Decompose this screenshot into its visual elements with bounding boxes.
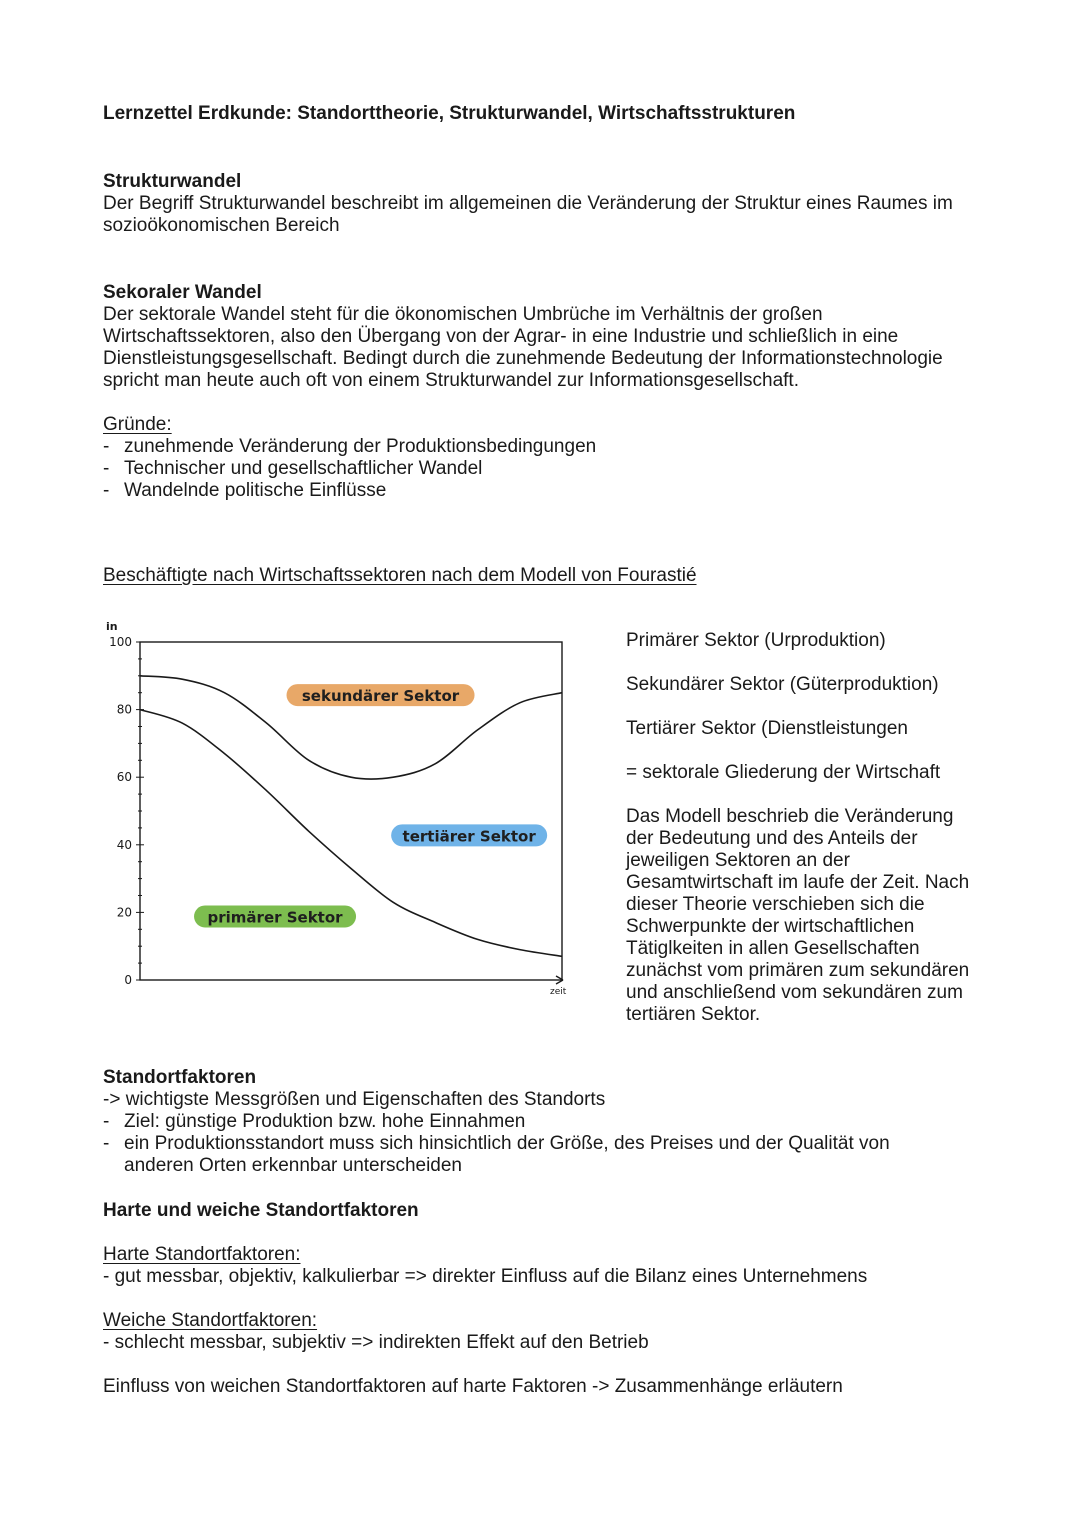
gruende-label: Gründe:	[103, 414, 172, 435]
legend-tertiary: Tertiärer Sektor (Dienstleistungen	[626, 718, 908, 739]
y-tick-label: 80	[116, 702, 132, 717]
section-standortfaktoren	[103, 1067, 963, 1177]
gruende-list	[103, 436, 963, 502]
text-strukturwandel: Der Begriff Strukturwandel beschreibt im allgemeinen die Veränderung der Struktur eines Raumes im sozioökonomischen Bereich	[103, 193, 953, 236]
list-item: - zunehmende Veränderung der Produktionsbedingungen	[103, 436, 963, 458]
heading-fourastie: Beschäftigte nach Wirtschaftssektoren nach dem Modell von Fourastié	[103, 565, 697, 586]
model-description: Das Modell beschrieb die Veränderung der Bedeutung und des Anteils der jeweiligen Sektoren an der Gesamtwirtschaft im laufe der Zeit. Nach dieser Theorie verschieben sich die Schwerpunkte der wirtschaftlichen Tätiglkeiten in allen Gesellschaften zunächst vom primären zum sekundären und anschließend vom sekundären zum tertiären Sektor.	[626, 806, 970, 1025]
list-item: - Ziel: günstige Produktion bzw. hohe Einnahmen	[103, 1111, 963, 1133]
chart-labels	[194, 684, 547, 927]
heading-hart-weich: Harte und weiche Standortfaktoren	[103, 1200, 419, 1221]
standortfaktoren-list	[103, 1111, 963, 1177]
heading-sektoraler-wandel: Sekoraler Wandel	[103, 282, 262, 303]
fourastie-chart	[100, 612, 580, 1002]
page-title: Lernzettel Erdkunde: Standorttheorie, Strukturwandel, Wirtschaftsstrukturen	[103, 103, 796, 124]
legend-primary: Primärer Sektor (Urproduktion)	[626, 630, 886, 651]
list-item: - Wandelnde politische Einflüsse	[103, 480, 963, 502]
y-tick-label: 40	[116, 837, 132, 852]
einfluss-text: Einfluss von weichen Standortfaktoren auf harte Faktoren -> Zusammenhänge erläutern	[103, 1376, 843, 1397]
list-item: - Technischer und gesellschaftlicher Wandel	[103, 458, 963, 480]
chart-axes	[106, 620, 567, 997]
legend-secondary: Sekundärer Sektor (Güterproduktion)	[626, 674, 939, 695]
label-secondary-sector: sekundärer Sektor	[301, 687, 460, 706]
harte-text: - gut messbar, objektiv, kalkulierbar => direkter Einfluss auf die Bilanz eines Unternehmens	[103, 1266, 868, 1287]
standortfaktoren-intro: -> wichtigste Messgrößen und Eigenschaften des Standorts	[103, 1089, 606, 1110]
y-tick-label: 0	[124, 973, 132, 987]
heading-standortfaktoren: Standortfaktoren	[103, 1067, 257, 1088]
label-tertiary-sector: tertiärer Sektor	[402, 827, 536, 846]
x-axis-label: zeit	[550, 987, 567, 997]
y-tick-label: 20	[116, 905, 132, 920]
weiche-label: Weiche Standortfaktoren:	[103, 1310, 318, 1331]
y-axis-label: in	[106, 620, 118, 633]
chart-legend-text	[626, 630, 976, 1026]
weiche-text: - schlecht messbar, subjektiv => indirekten Effekt auf den Betrieb	[103, 1332, 649, 1353]
section-strukturwandel	[103, 171, 983, 237]
text-sektoraler-wandel: Der sektorale Wandel steht für die ökonomischen Umbrüche im Verhältnis der großen Wirtschaftssektoren, also den Übergang von der Agrar- in eine Industrie und schließlich in eine Dienstleistungsgesellschaft. Bedingt durch die zunehmende Bedeutung der Informationstechnologie spricht man heute auch oft von einem Strukturwandel zur Informationsgesellschaft.	[103, 304, 943, 391]
harte-label: Harte Standortfaktoren:	[103, 1244, 301, 1265]
legend-summary: = sektorale Gliederung der Wirtschaft	[626, 762, 941, 783]
section-sektoraler-wandel	[103, 282, 963, 502]
label-primary-sector: primärer Sektor	[207, 908, 343, 927]
section-hart-weich	[103, 1200, 983, 1398]
y-tick-label: 60	[116, 770, 132, 785]
heading-strukturwandel: Strukturwandel	[103, 171, 242, 192]
list-item: - ein Produktionsstandort muss sich hinsichtlich der Größe, des Preises und der Qualität von anderen Orten erkennbar unterscheiden	[103, 1133, 963, 1177]
y-tick-label: 100	[109, 635, 132, 649]
